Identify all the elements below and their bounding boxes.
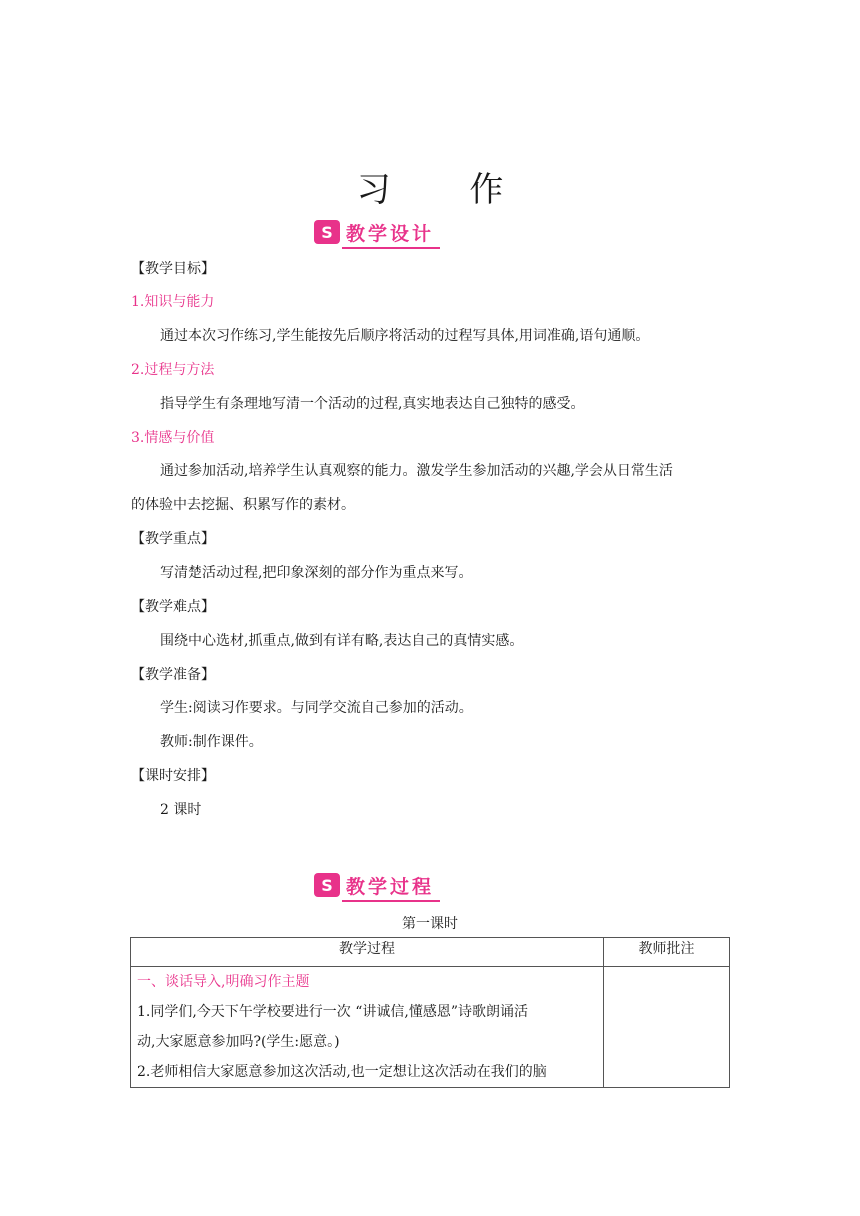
banner-label: 教学过程 (346, 875, 435, 898)
table-header-process: 教学过程 (131, 938, 604, 967)
objective-label-2: 2.过程与方法 (131, 362, 215, 378)
objective-label-1: 1.知识与能力 (131, 294, 215, 310)
process-line-1: 1.同学们,今天下午学校要进行一次 “讲诚信,懂感恩”诗歌朗诵活 (137, 1004, 529, 1020)
lesson-title: 第一课时 (402, 916, 458, 932)
process-cell (131, 967, 604, 1088)
banner-underline (342, 900, 440, 902)
banner-underline (342, 247, 440, 249)
process-table (130, 937, 730, 1088)
logo-icon: S (314, 220, 340, 244)
preparation-heading: 【教学准备】 (131, 667, 215, 683)
objective-text-2: 指导学生有条理地写清一个活动的过程,真实地表达自己独特的感受。 (160, 396, 585, 412)
page-title: 习 作 (356, 170, 538, 210)
objective-text-3: 通过参加活动,培养学生认真观察的能力。激发学生参加活动的兴趣,学会从日常生活 (160, 463, 673, 479)
logo-icon: S (314, 873, 340, 897)
objective-text-3-cont: 的体验中去挖掘、积累写作的素材。 (131, 497, 355, 513)
schedule-heading: 【课时安排】 (131, 768, 215, 784)
schedule-text: 2 课时 (160, 802, 202, 818)
preparation-student: 学生:阅读习作要求。与同学交流自己参加的活动。 (160, 700, 473, 716)
table-header-row (131, 938, 730, 967)
section-title: 一、谈话导入,明确习作主题 (137, 974, 310, 990)
objective-text-1: 通过本次习作练习,学生能按先后顺序将活动的过程写具体,用词准确,语句通顺。 (160, 328, 650, 344)
difficulties-heading: 【教学难点】 (131, 599, 215, 615)
table-row (131, 967, 730, 1088)
table-header-notes: 教师批注 (604, 938, 730, 967)
process-line-3: 2.老师相信大家愿意参加这次活动,也一定想让这次活动在我们的脑 (137, 1064, 547, 1080)
banner-label: 教学设计 (346, 222, 435, 245)
key-points-heading: 【教学重点】 (131, 531, 215, 547)
banner-teaching-design (314, 218, 434, 246)
objectives-heading: 【教学目标】 (131, 261, 215, 277)
difficulties-text: 围绕中心选材,抓重点,做到有详有略,表达自己的真情实感。 (160, 633, 524, 649)
notes-cell (604, 967, 730, 1088)
banner-teaching-process (314, 871, 434, 899)
objective-label-3: 3.情感与价值 (131, 430, 215, 446)
key-points-text: 写清楚活动过程,把印象深刻的部分作为重点来写。 (160, 565, 473, 581)
process-line-2: 动,大家愿意参加吗?(学生:愿意。) (137, 1034, 340, 1050)
preparation-teacher: 教师:制作课件。 (160, 734, 263, 750)
